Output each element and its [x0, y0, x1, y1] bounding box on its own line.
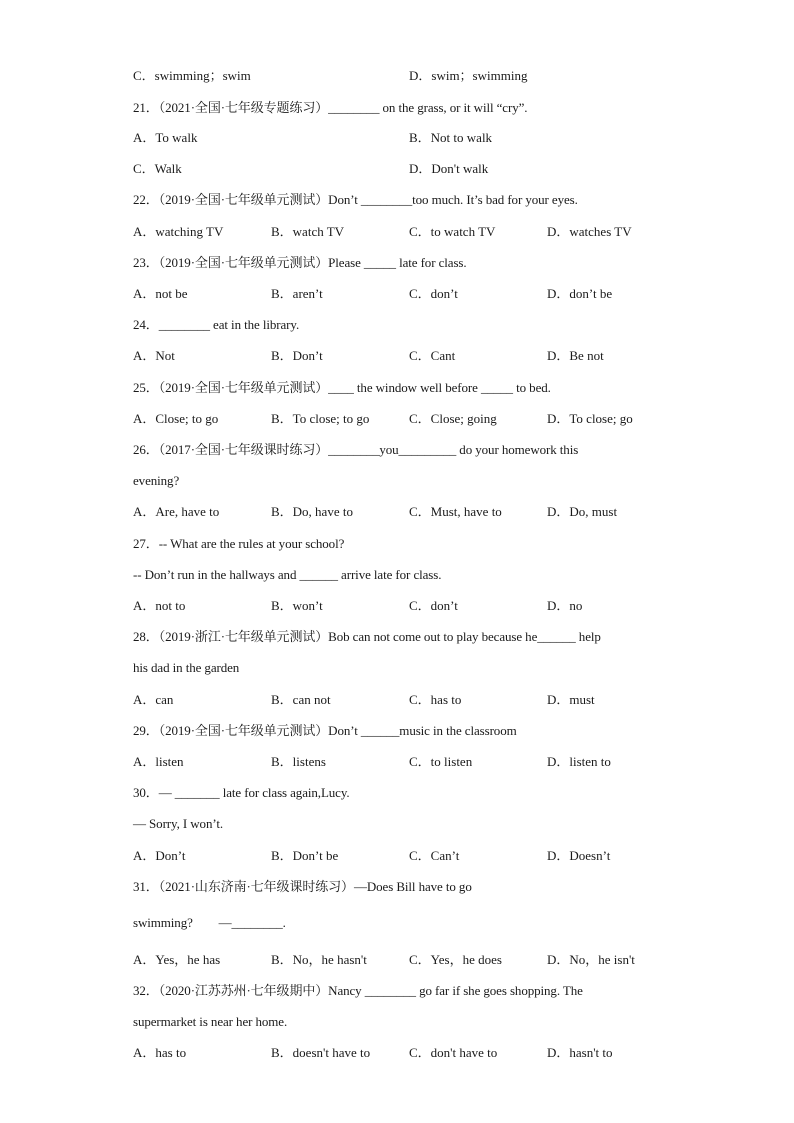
q26-option-b: B．Do, have to — [271, 504, 353, 519]
q23-option-b: B．aren’t — [271, 286, 323, 301]
q23-option-c: C．don’t — [409, 286, 458, 301]
q27-option-d: D．no — [547, 598, 583, 613]
q32-stem-continued: supermarket is near her home. — [133, 1014, 288, 1029]
q27-stem-continued: -- Don’t run in the hallways and ______ arrive late for class. — [133, 567, 442, 582]
q23-option-a: A．not be — [133, 286, 188, 301]
q32-stem: 32．（2020·江苏苏州·七年级期中）Nancy ________ go far if she goes shopping. The — [133, 983, 583, 998]
q28-stem-continued: his dad in the garden — [133, 660, 240, 675]
q22-option-d: D．watches TV — [547, 224, 632, 239]
q21-option-b: B．Not to walk — [409, 130, 493, 145]
q25-stem: 25．（2019·全国·七年级单元测试）____ the window well before _____ to bed. — [133, 380, 551, 395]
q20-option-c: C．swimming；swim — [133, 68, 251, 83]
q22-option-a: A．watching TV — [133, 224, 224, 239]
q28-option-b: B．can not — [271, 692, 331, 707]
q32-option-a: A．has to — [133, 1045, 187, 1060]
q22-stem: 22．（2019·全国·七年级单元测试）Don’t ________too much. It’s bad for your eyes. — [133, 192, 578, 207]
q25-option-a: A．Close; to go — [133, 411, 219, 426]
q32-option-c: C．don't have to — [409, 1045, 498, 1060]
q25-option-c: C．Close; going — [409, 411, 497, 426]
q23-stem: 23．（2019·全国·七年级单元测试）Please _____ late for class. — [133, 255, 467, 270]
q27-option-b: B．won’t — [271, 598, 323, 613]
q29-stem: 29．（2019·全国·七年级单元测试）Don’t ______music in the classroom — [133, 723, 517, 738]
q25-option-b: B．To close; to go — [271, 411, 370, 426]
q24-option-c: C．Cant — [409, 348, 456, 363]
q24-stem: 24．________ eat in the library. — [133, 317, 300, 332]
q24-option-a: A．Not — [133, 348, 175, 363]
q30-option-c: C．Can’t — [409, 848, 460, 863]
q30-stem: 30．— _______ late for class again,Lucy. — [133, 785, 350, 800]
q24-option-d: D．Be not — [547, 348, 604, 363]
q31-option-a: A．Yes，he has — [133, 952, 221, 967]
q31-option-c: C．Yes，he does — [409, 952, 502, 967]
q20-option-d: D．swim；swimming — [409, 68, 528, 83]
q29-option-c: C．to listen — [409, 754, 473, 769]
q22-option-b: B．watch TV — [271, 224, 345, 239]
q30-stem-continued: — Sorry, I won’t. — [133, 816, 224, 831]
q22-option-c: C．to watch TV — [409, 224, 496, 239]
q24-option-b: B．Don’t — [271, 348, 323, 363]
q26-stem: 26．（2017·全国·七年级课时练习）________you_________ do your homework this — [133, 442, 579, 457]
q26-option-d: D．Do, must — [547, 504, 618, 519]
q29-option-b: B．listens — [271, 754, 326, 769]
q21-option-a: A．To walk — [133, 130, 198, 145]
q27-option-a: A．not to — [133, 598, 186, 613]
q21-stem: 21．（2021·全国·七年级专题练习）________ on the grass, or it will “cry”. — [133, 100, 528, 115]
q26-option-a: A．Are, have to — [133, 504, 220, 519]
q27-option-c: C．don’t — [409, 598, 458, 613]
q23-option-d: D．don’t be — [547, 286, 613, 301]
q32-option-d: D．hasn't to — [547, 1045, 613, 1060]
q31-stem-continued: swimming? —________. — [133, 915, 286, 930]
q31-option-b: B．No，he hasn't — [271, 952, 367, 967]
q21-option-c: C．Walk — [133, 161, 182, 176]
q31-stem: 31．（2021·山东济南·七年级课时练习）—Does Bill have to go — [133, 879, 472, 894]
q32-option-b: B．doesn't have to — [271, 1045, 371, 1060]
q28-option-a: A．can — [133, 692, 174, 707]
q29-option-d: D．listen to — [547, 754, 611, 769]
q26-option-c: C．Must, have to — [409, 504, 502, 519]
q30-option-d: D．Doesn’t — [547, 848, 611, 863]
q30-option-b: B．Don’t be — [271, 848, 339, 863]
q26-stem-continued: evening? — [133, 473, 180, 488]
q28-option-c: C．has to — [409, 692, 462, 707]
q28-stem: 28．（2019·浙江·七年级单元测试）Bob can not come out to play because he______ help — [133, 629, 601, 644]
q29-option-a: A．listen — [133, 754, 184, 769]
q28-option-d: D．must — [547, 692, 595, 707]
q30-option-a: A．Don’t — [133, 848, 186, 863]
q25-option-d: D．To close; go — [547, 411, 633, 426]
q21-option-d: D．Don't walk — [409, 161, 489, 176]
q31-option-d: D．No，he isn't — [547, 952, 635, 967]
q27-stem: 27．-- What are the rules at your school? — [133, 536, 345, 551]
